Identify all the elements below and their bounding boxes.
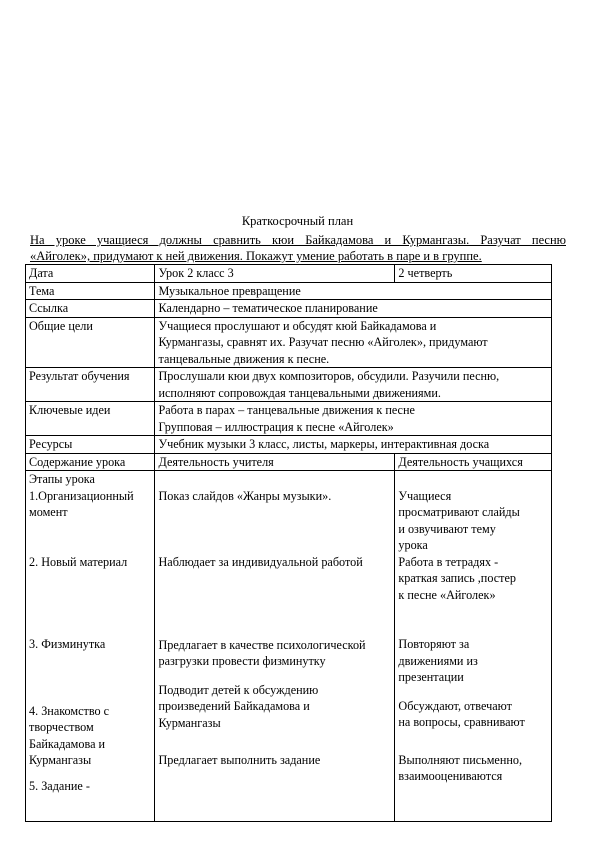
stage-4-label: Байкадамова и bbox=[29, 736, 106, 751]
stage-3-students: презентации bbox=[398, 670, 464, 684]
document-title: Краткосрочный план bbox=[241, 214, 354, 228]
stage-3-students: движениями из bbox=[398, 653, 478, 668]
stage-3-label: 3. Физминутка bbox=[29, 637, 106, 651]
stage-5-teacher: Предлагает выполнить задание bbox=[158, 753, 321, 767]
quarter-cell: 2 четверть bbox=[395, 265, 552, 283]
table-row-stages bbox=[26, 471, 552, 822]
result-line: исполняют сопровождая танцевальными движениями. bbox=[158, 385, 441, 400]
stage-3-teacher: Предлагает в качестве психологической bbox=[158, 637, 366, 652]
table-row-result bbox=[26, 368, 552, 402]
lesson-cell: Урок 2 класс 3 bbox=[155, 265, 395, 283]
stage-4-students: на вопросы, сравнивают bbox=[398, 715, 525, 729]
stage-2-teacher: Наблюдает за индивидуальной работой bbox=[158, 555, 363, 569]
topic-label: Тема bbox=[26, 282, 155, 300]
date-label: Дата bbox=[26, 265, 155, 283]
students-column bbox=[395, 471, 552, 822]
stage-5-students: взаимооцениваются bbox=[398, 769, 503, 783]
table-row-resources bbox=[26, 436, 552, 454]
stage-4-label: творчеством bbox=[29, 720, 94, 734]
stage-1-teacher: Показ слайдов «Жанры музыки». bbox=[158, 488, 332, 503]
ideas-value bbox=[155, 402, 552, 436]
stage-4-label: 4. Знакомство с bbox=[29, 703, 110, 718]
stage-4-teacher: произведений Байкадамова и bbox=[158, 699, 310, 713]
teacher-column bbox=[155, 471, 395, 822]
topic-value: Музыкальное превращение bbox=[155, 282, 552, 300]
stage-1-students: и озвучивают тему bbox=[398, 521, 496, 536]
stage-5-label: 5. Задание - bbox=[29, 778, 90, 793]
stage-1-label: момент bbox=[29, 505, 68, 519]
goals-line: Учащиеся прослушают и обсудят кюй Байкадамова и bbox=[158, 318, 437, 333]
ideas-line: Работа в парах – танцевальные движения к песне bbox=[158, 403, 415, 417]
result-line: Прослушали кюи двух композиторов, обсудили. Разучили песню, bbox=[158, 369, 500, 383]
stage-1-students: просматривают слайды bbox=[398, 505, 520, 519]
stage-4-students: Обсуждают, отвечают bbox=[398, 698, 512, 713]
stage-4-teacher: Подводит детей к обсуждению bbox=[158, 682, 319, 697]
table-row-topic bbox=[26, 282, 552, 300]
header-content: Содержание урока bbox=[26, 453, 155, 471]
stages-column bbox=[26, 471, 155, 822]
stage-4-teacher: Курмангазы bbox=[158, 715, 221, 730]
goals-label: Общие цели bbox=[26, 317, 155, 368]
goals-line: танцевальные движения к песне. bbox=[158, 351, 330, 366]
link-label: Ссылка bbox=[26, 300, 155, 318]
stage-2-students: Работа в тетрадях - bbox=[398, 554, 499, 569]
intro-paragraph bbox=[30, 232, 566, 264]
ideas-line: Групповая – иллюстрация к песне «Айголек» bbox=[158, 419, 394, 434]
stages-heading: Этапы урока bbox=[29, 472, 95, 486]
table-row-link bbox=[26, 300, 552, 318]
table-row-ideas bbox=[26, 402, 552, 436]
result-label: Результат обучения bbox=[26, 368, 155, 402]
stage-1-students: Учащиеся bbox=[398, 488, 452, 503]
stage-1-students: урока bbox=[398, 538, 428, 552]
table-row-goals bbox=[26, 317, 552, 368]
goals-line: Курмангазы, сравнят их. Разучат песню «Айголек», придумают bbox=[158, 335, 488, 349]
stage-1-label: 1.Организационный bbox=[29, 488, 134, 503]
stage-3-students: Повторяют за bbox=[398, 637, 470, 651]
stage-5-students: Выполняют письменно, bbox=[398, 752, 523, 767]
intro-line: «Айголек», придумают к ней движения. Покажут умение работать в паре и в группе. bbox=[30, 249, 482, 263]
resources-value: Учебник музыки 3 класс, листы, маркеры, интерактивная доска bbox=[155, 436, 552, 454]
stage-2-students: краткая запись ,постер bbox=[398, 571, 516, 585]
header-teacher: Деятельность учителя bbox=[155, 453, 395, 471]
result-value bbox=[155, 368, 552, 402]
resources-label: Ресурсы bbox=[26, 436, 155, 454]
stage-4-label: Курмангазы bbox=[29, 753, 92, 767]
goals-value bbox=[155, 317, 552, 368]
plan-table bbox=[25, 264, 552, 822]
ideas-label: Ключевые идеи bbox=[26, 402, 155, 436]
table-row-date bbox=[26, 265, 552, 283]
intro-line: На уроке учащиеся должны сравнить кюи Байкадамова и Курмангазы. Разучат песню bbox=[30, 233, 566, 247]
header-students: Деятельность учащихся bbox=[395, 453, 552, 471]
stage-2-students: к песне «Айголек» bbox=[398, 587, 496, 602]
table-header-row bbox=[26, 453, 552, 471]
stage-3-teacher: разгрузки провести физминутку bbox=[158, 654, 326, 668]
stage-2-label: 2. Новый материал bbox=[29, 554, 128, 569]
link-value: Календарно – тематическое планирование bbox=[155, 300, 552, 318]
